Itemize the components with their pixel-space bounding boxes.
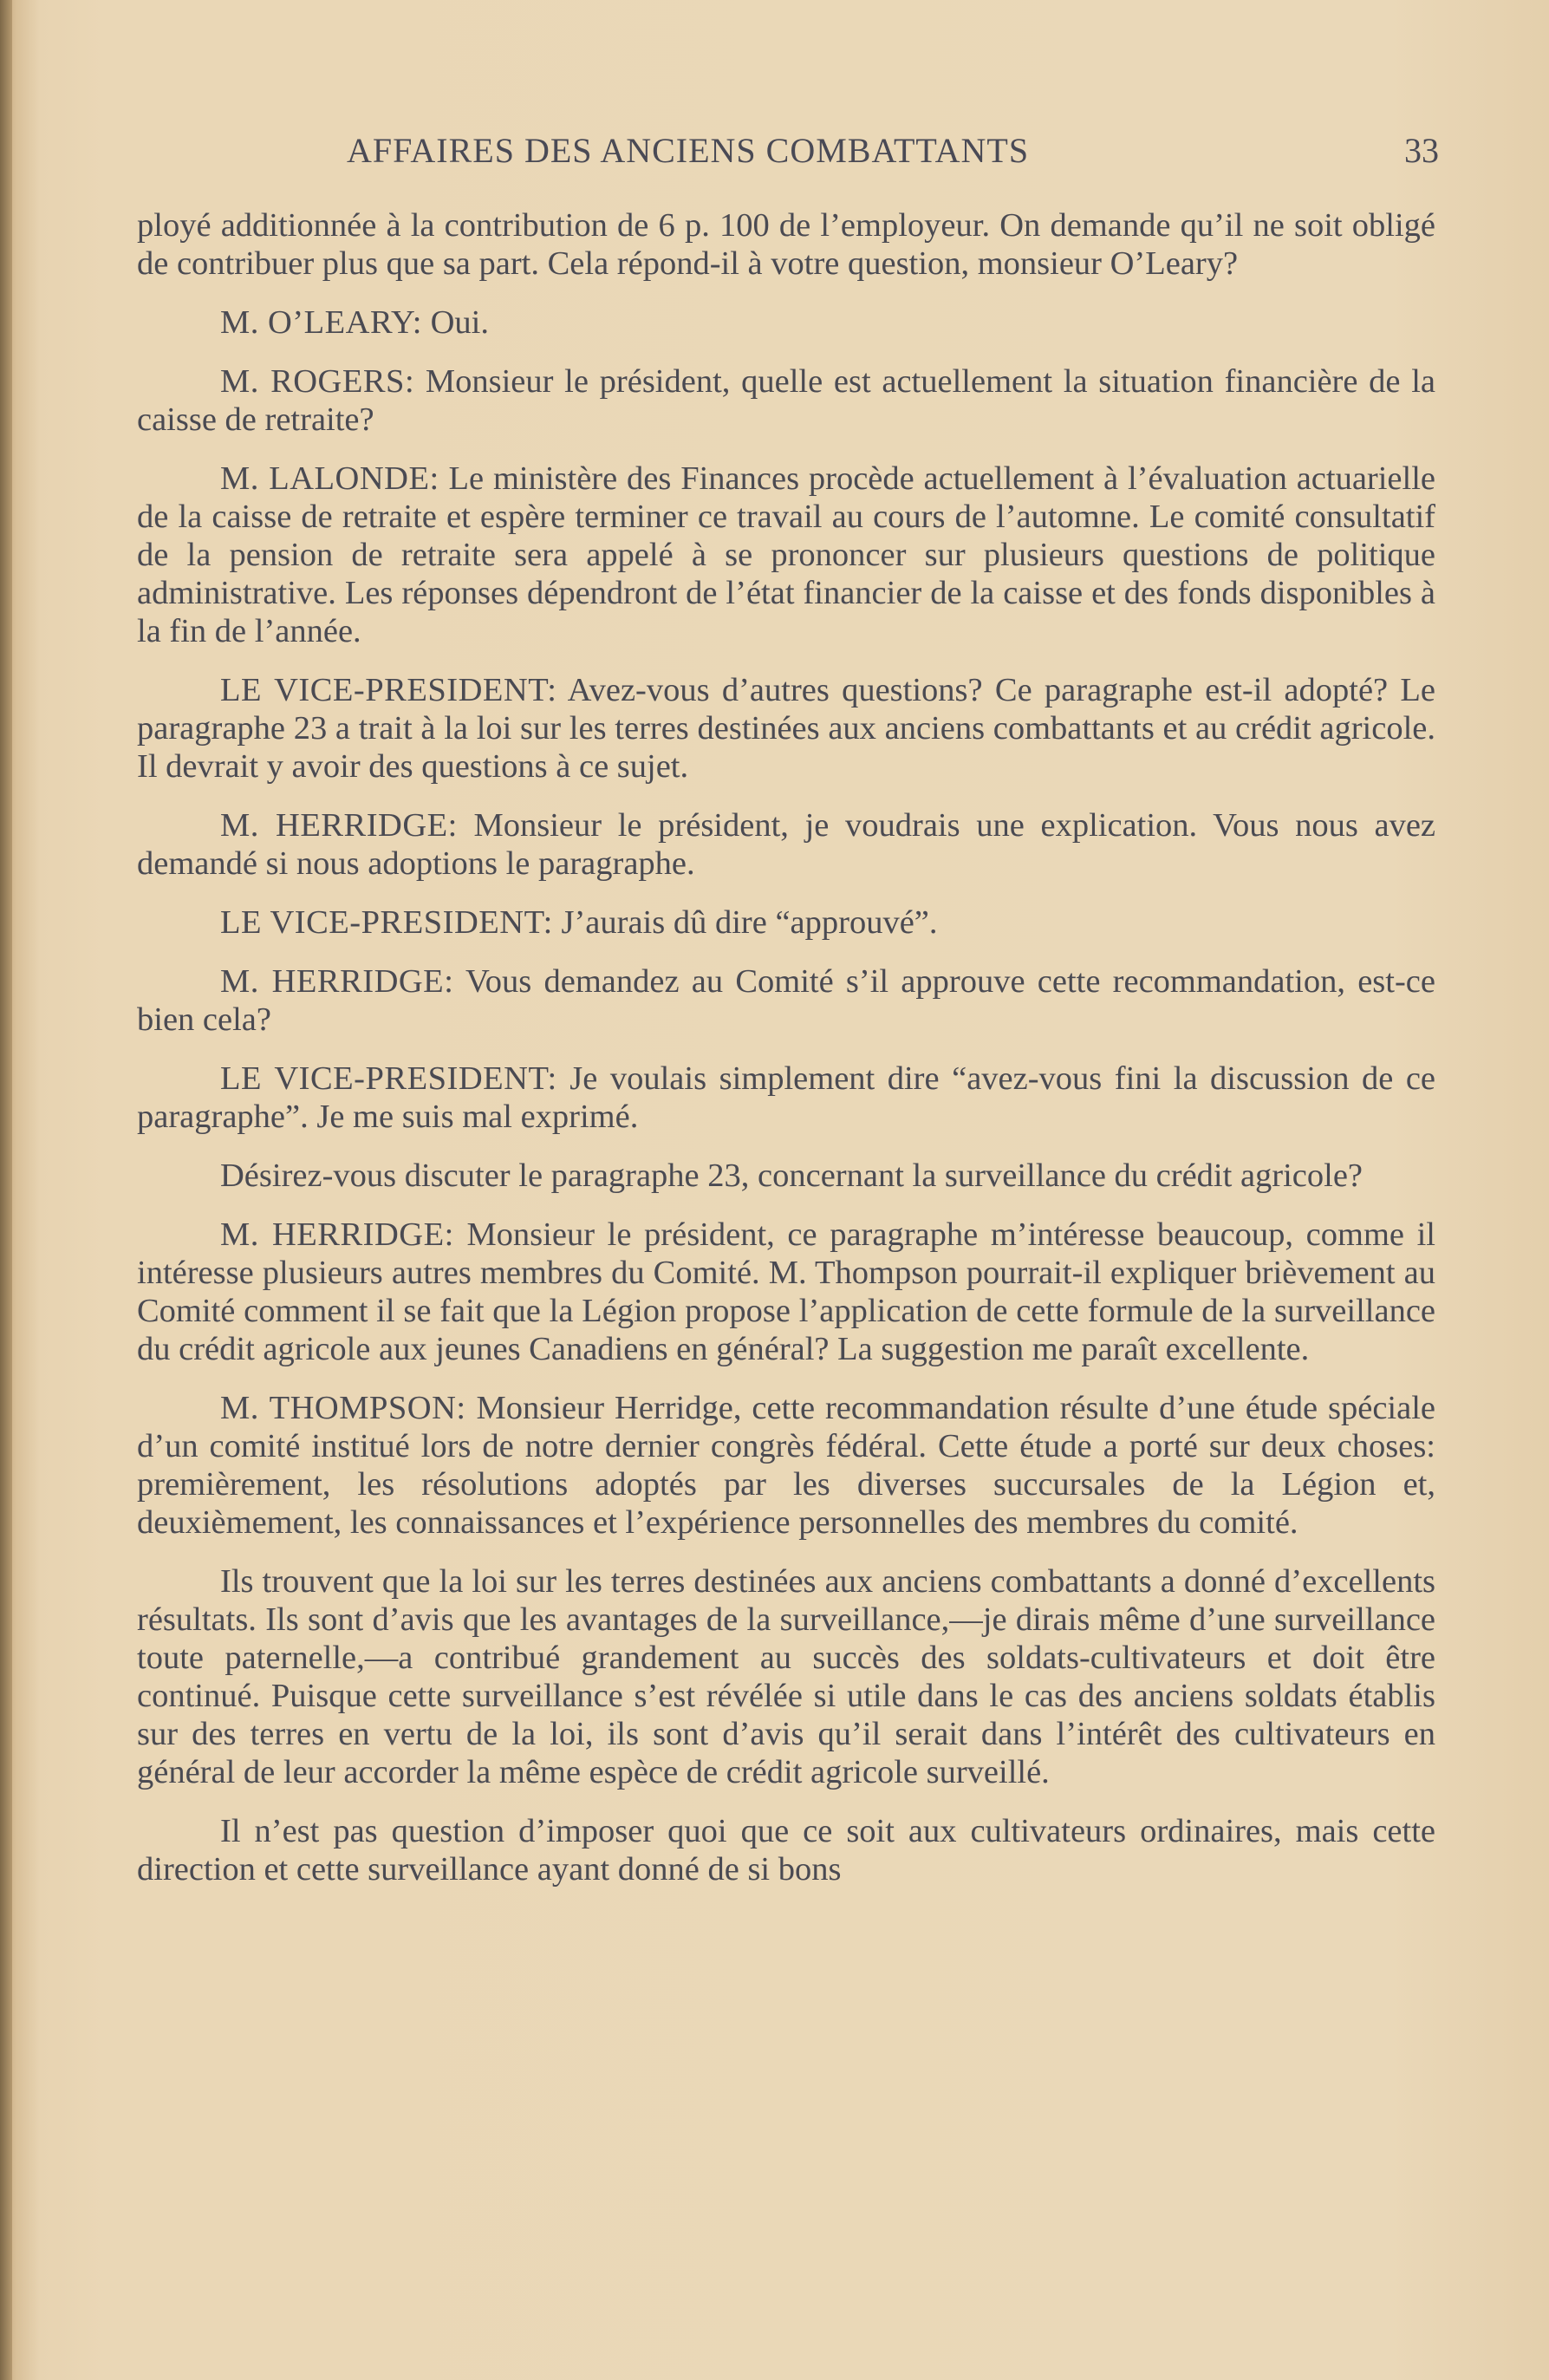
paragraph — [137, 806, 1435, 883]
book-spine-shadow — [0, 0, 12, 2380]
paragraph — [137, 1389, 1435, 1542]
paragraph-text: Il n’est pas question d’imposer quoi que ce soit aux cultivateurs ordinaires, mais cette direction et cette surveillance ayant donné de si bons — [137, 1813, 1435, 1888]
speaker-name: M. THOMPSON: — [220, 1390, 466, 1426]
body-text — [137, 206, 1435, 1909]
paragraph-text: Oui. — [430, 304, 489, 341]
paragraph-text: Le ministère des Finances procède actuellement à l’évaluation actuarielle de la caisse de retraite et espère terminer ce travail au cours de l’automne. Le comité consultatif de la pension de retraite sera appelé à se prononcer sur plusieurs questions de politique administrative. Les réponses dépendront de l’état financier de la caisse et des fonds disponibles à la fin de l’année. — [137, 460, 1435, 649]
paragraph — [137, 903, 1435, 942]
paragraph — [137, 1562, 1435, 1791]
paragraph — [137, 303, 1435, 342]
paragraph — [137, 1812, 1435, 1888]
speaker-name: M. HERRIDGE: — [220, 963, 454, 1000]
paragraph — [137, 962, 1435, 1039]
speaker-name: LE VICE-PRESIDENT: — [220, 1060, 557, 1097]
paragraph-text: J’aurais dû dire “approuvé”. — [561, 904, 938, 941]
speaker-name: M. O’LEARY: — [220, 304, 422, 341]
page-header — [139, 130, 1439, 182]
paragraph-text: Désirez-vous discuter le paragraphe 23, concernant la surveillance du crédit agricole? — [220, 1157, 1364, 1194]
paragraph — [137, 1216, 1435, 1368]
paragraph-text: Ils trouvent que la loi sur les terres destinées aux anciens combattants a donné d’excellents résultats. Ils sont d’avis que les avantages de la surveillance,—je dirais même d’une surveillance toute paternelle,—a contribué grandement au succès des soldats-cultivateurs et doit être continué. Puisque cette surveillance s’est révélée si utile dans le cas des anciens soldats établis sur des terres en vertu de la loi, ils sont d’avis qu’il serait dans l’intérêt des cultivateurs en général de leur accorder la même espèce de crédit agricole surveillé. — [137, 1563, 1435, 1790]
speaker-name: M. ROGERS: — [220, 363, 415, 400]
paragraph-text: ployé additionnée à la contribution de 6 p. 100 de l’employeur. On demande qu’il ne soit obligé de contribuer plus que sa part. Cela répond-il à votre question, monsieur O’Leary? — [137, 207, 1435, 282]
speaker-name: LE VICE-PRESIDENT: — [220, 672, 557, 708]
paragraph-text: Avez-vous d’autres questions? Ce paragraphe est-il adopté? Le paragraphe 23 a trait à la loi sur les terres destinées aux anciens combattants et au crédit agricole. Il devrait y avoir des questions à ce sujet. — [137, 672, 1435, 785]
paragraph-text: Vous demandez au Comité s’il approuve cette recommandation, est-ce bien cela? — [137, 963, 1435, 1038]
paragraph-text: Monsieur le président, ce paragraphe m’intéresse beaucoup, comme il intéresse plusieurs autres membres du Comité. M. Thompson pourrait-il expliquer brièvement au Comité comment il se fait que la Légion propose l’application de cette formule de la surveillance du crédit agricole aux jeunes Canadiens en général? La suggestion me paraît excellente. — [137, 1216, 1435, 1367]
page-number: 33 — [1404, 131, 1439, 170]
paragraph — [137, 206, 1435, 283]
paragraph — [137, 1157, 1435, 1195]
paragraph — [137, 1060, 1435, 1136]
speaker-name: M. HERRIDGE: — [220, 1216, 454, 1253]
speaker-name: M. HERRIDGE: — [220, 807, 458, 844]
running-title: AFFAIRES DES ANCIENS COMBATTANTS — [347, 131, 1030, 170]
paragraph — [137, 671, 1435, 786]
paragraph-text: Monsieur le président, quelle est actuellement la situation financière de la caisse de retraite? — [137, 363, 1436, 438]
speaker-name: M. LALONDE: — [220, 460, 439, 497]
paragraph-text: Monsieur Herridge, cette recommandation résulte d’une étude spéciale d’un comité institué lors de notre dernier congrès fédéral. Cette étude a porté sur deux choses: premièrement, les résolutions adoptés par les diverses succursales de la Légion et, deuxièmement, les connaissances et l’expérience personnelles des membres du comité. — [137, 1390, 1436, 1541]
paragraph — [137, 460, 1435, 650]
paragraph-text: Je voulais simplement dire “avez-vous fini la discussion de ce paragraphe”. Je me suis mal exprimé. — [137, 1060, 1436, 1135]
speaker-name: LE VICE-PRESIDENT: — [220, 904, 553, 941]
paragraph — [137, 362, 1435, 439]
paragraph-text: Monsieur le président, je voudrais une explication. Vous nous avez demandé si nous adoptions le paragraphe. — [137, 807, 1435, 882]
